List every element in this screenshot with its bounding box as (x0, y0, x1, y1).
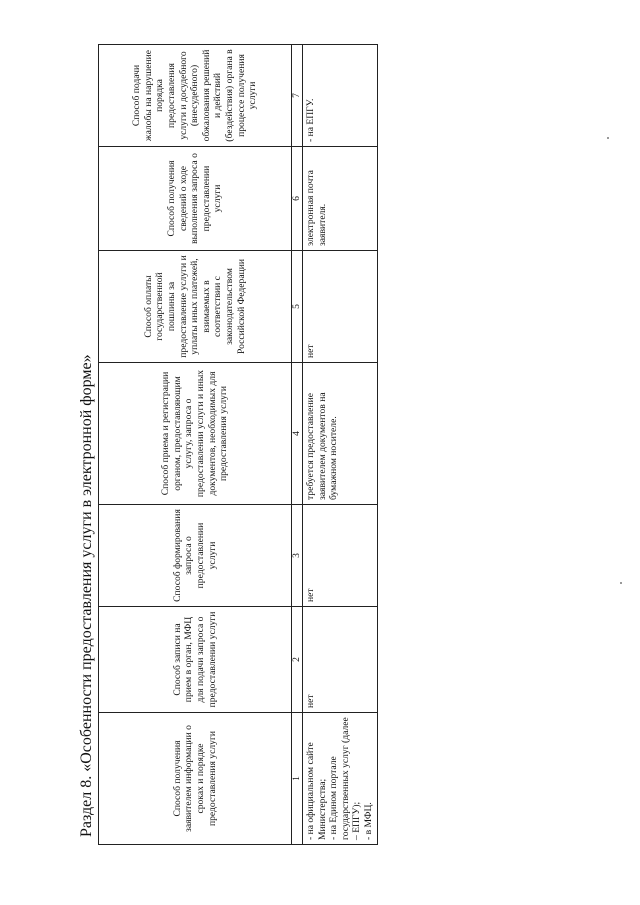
header-cell: Способ получения заявителем информации о сроках и порядке предоставления услуги (99, 713, 292, 845)
column-number: 4 (292, 363, 303, 505)
table-cell: нет (303, 251, 378, 363)
header-cell: Способ записи на прием в орган, МФЦ для подачи запроса о предоставлении услуги (99, 607, 292, 713)
header-cell: Способ приема и регистрации органом, предоставляющим услугу, запроса о предоставлении услуги и иных документов, необходимых для предоставления услуги (99, 363, 292, 505)
table-cell: требуется предоставление заявителем документов на бумажном носителе. (303, 363, 378, 505)
table-header-row (99, 45, 292, 845)
header-cell: Способ подачи жалобы на нарушение порядка предоставления услуги и досудебного (внесудебного) обжалования решений и действий (бездействия) органа в процессе получения услуги (99, 45, 292, 147)
scan-speck (607, 137, 609, 139)
features-table (98, 44, 378, 845)
column-number: 5 (292, 251, 303, 363)
table-cell: нет (303, 505, 378, 607)
scan-speck (620, 582, 622, 584)
column-number: 2 (292, 607, 303, 713)
table-cell: электронная почта заявителя. (303, 147, 378, 251)
header-cell: Способ оплаты государственной пошлины за предоставление услуги и уплаты иных платежей, взимаемых в соответствии с законодательством Российской Федерации (99, 251, 292, 363)
header-cell: Способ формирования запроса о предоставлении услуги (99, 505, 292, 607)
column-number: 3 (292, 505, 303, 607)
column-number: 7 (292, 45, 303, 147)
column-number: 1 (292, 713, 303, 845)
column-number: 6 (292, 147, 303, 251)
table-cell: нет (303, 607, 378, 713)
table-cell: - на официальном сайте Министерства; - на Едином портале государственных услуг (далее – ЕПГУ); - в МФЦ. (303, 713, 378, 845)
table-number-row (292, 45, 303, 845)
table-cell: - на ЕПГУ. (303, 45, 378, 147)
section-title: Раздел 8. «Особенности предоставления услуги в электронной форме» (78, 354, 95, 837)
header-cell: Способ получения сведений о ходе выполнения запроса о предоставлении услуги (99, 147, 292, 251)
table-row (303, 45, 378, 845)
